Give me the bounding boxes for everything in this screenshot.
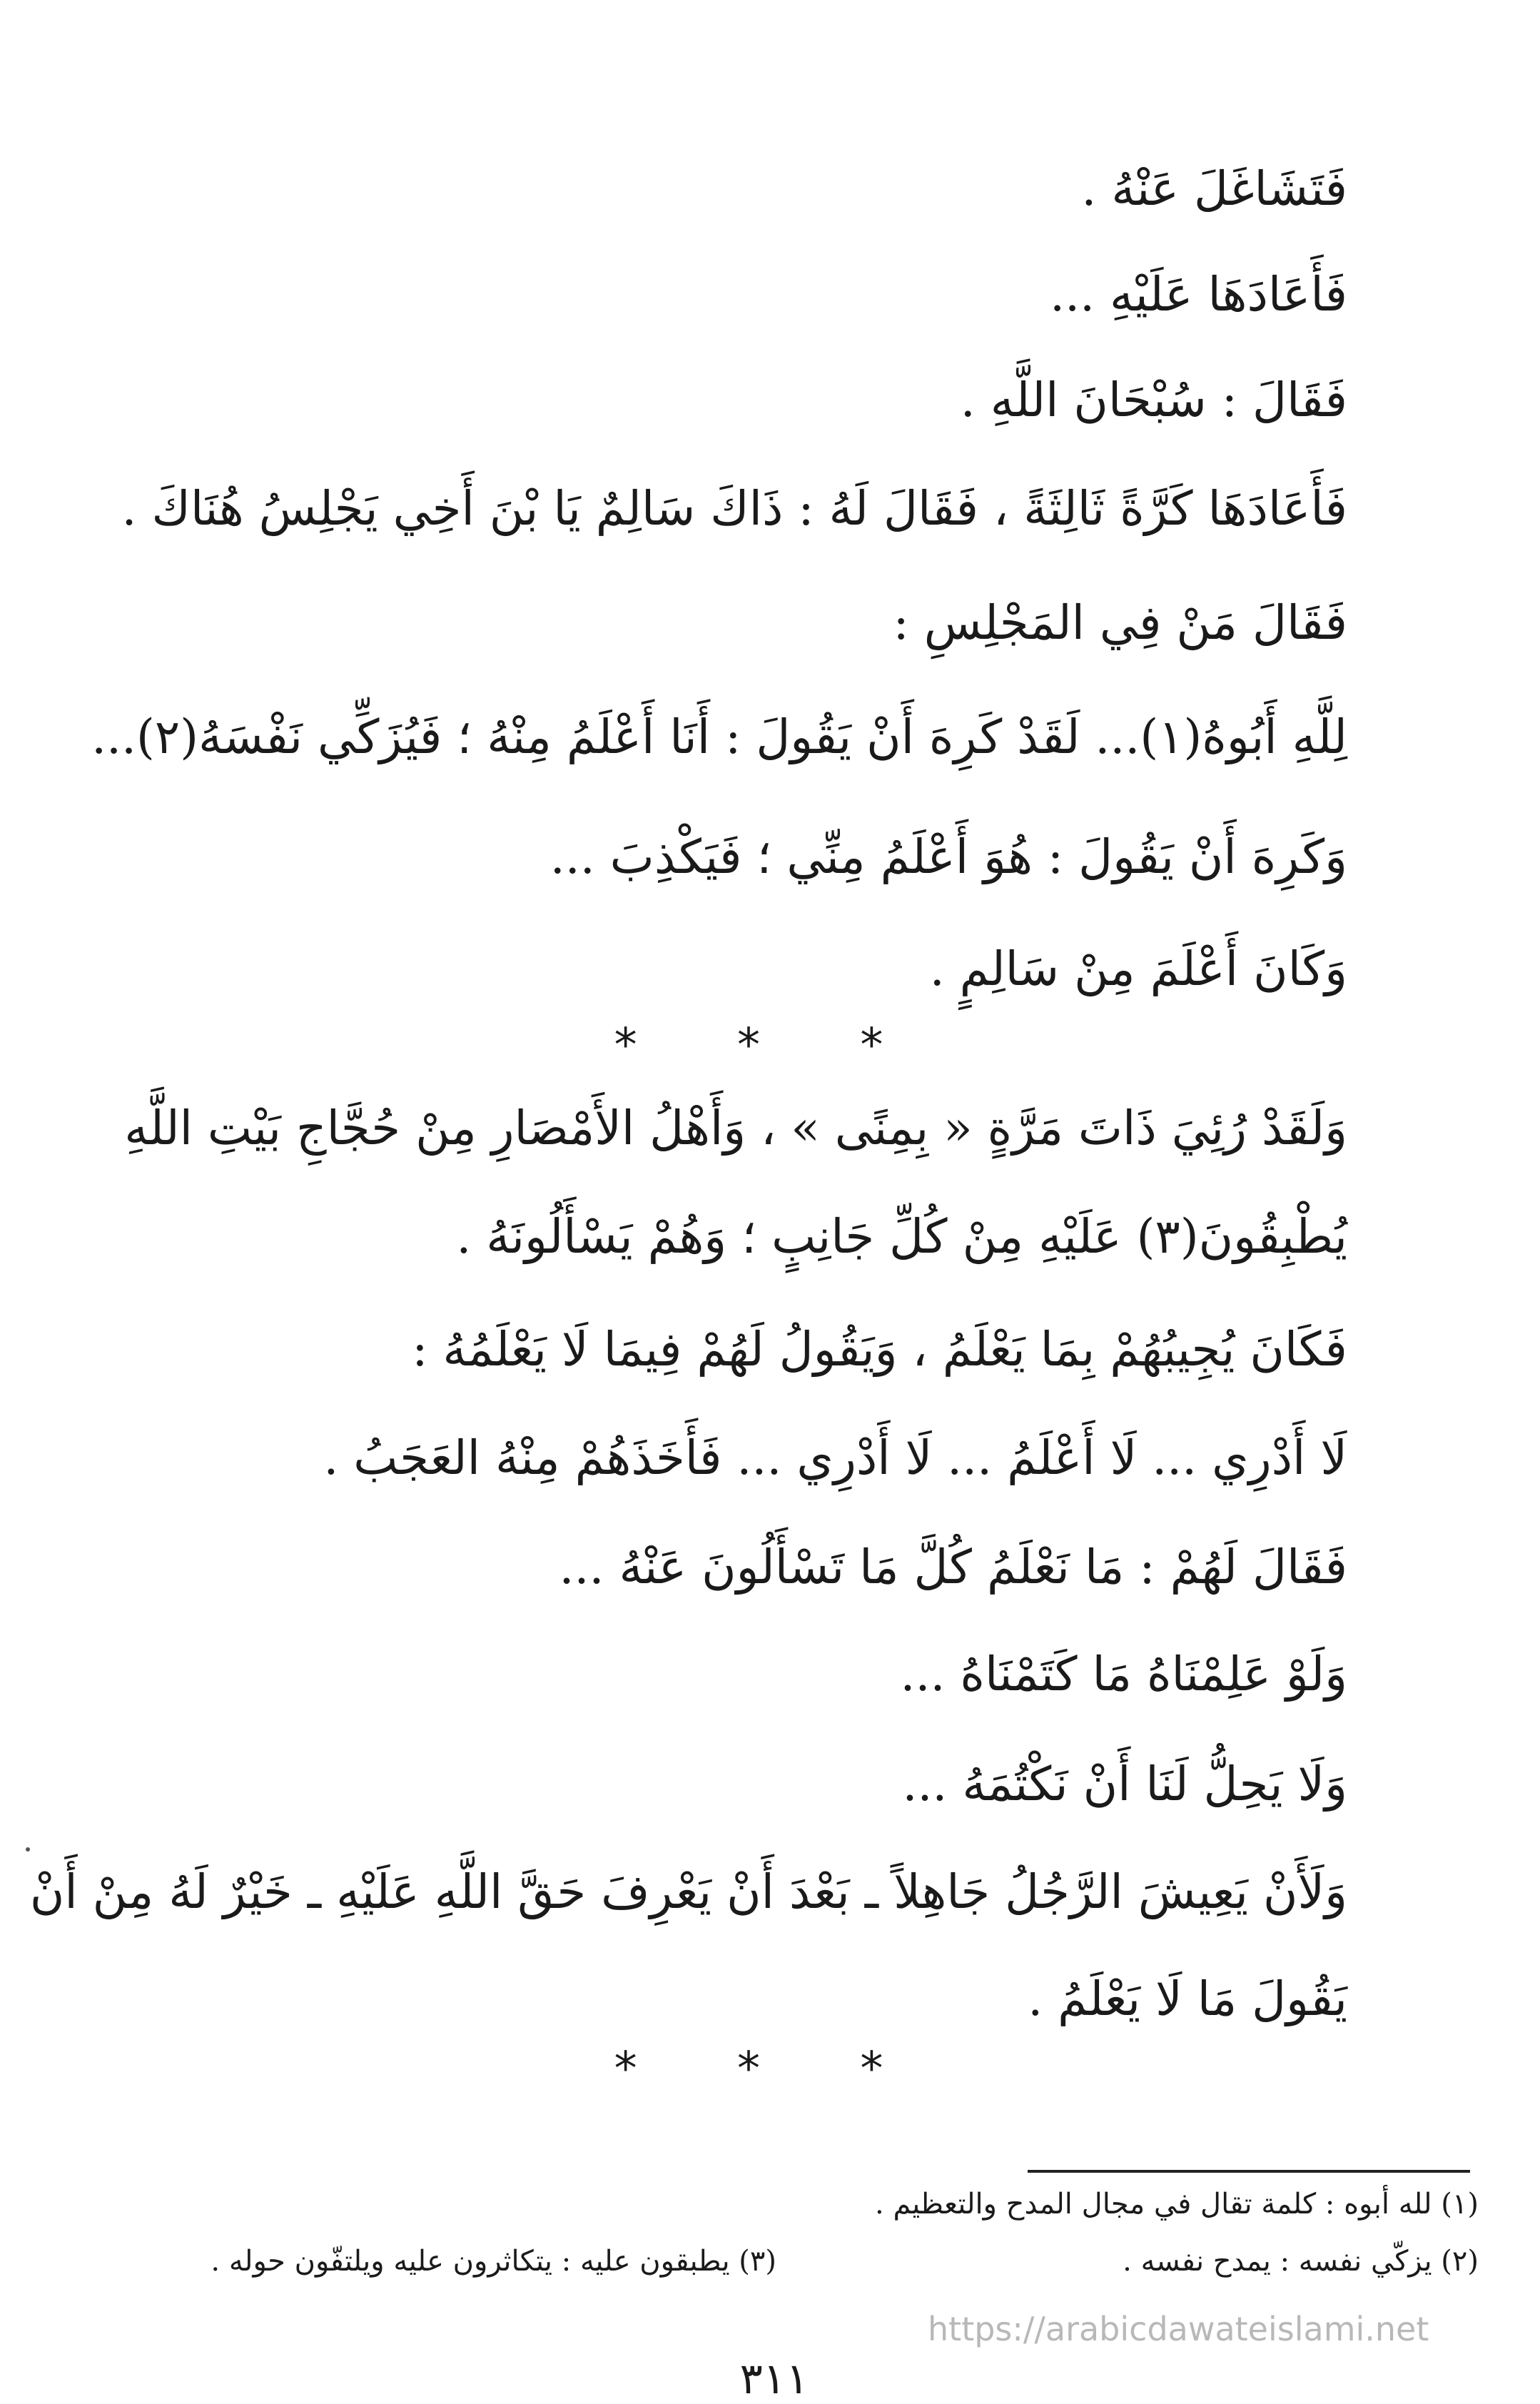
- watermark-url: https://arabicdawateislami.net: [928, 2310, 1429, 2348]
- text-line-10: يُطْبِقُونَ(٣) عَلَيْهِ مِنْ كُلِّ جَانِبٍ ؛ وَهُمْ يَسْأَلُونَهُ .: [456, 1209, 1347, 1264]
- text-line-1: فَتَشَاغَلَ عَنْهُ .: [1081, 161, 1347, 216]
- text-line-11: فَكَانَ يُجِيبُهُمْ بِمَا يَعْلَمُ ، وَيَقُولُ لَهُمْ فِيمَا لَا يَعْلَمُهُ :: [412, 1322, 1347, 1377]
- footnote-1: (١) لله أبوه : كلمة تقال في مجال المدح والتعظيم .: [875, 2188, 1479, 2221]
- footnote-divider: [1028, 2170, 1470, 2173]
- text-line-13: فَقَالَ لَهُمْ : مَا نَعْلَمُ كُلَّ مَا تَسْأَلُونَ عَنْهُ ...: [559, 1540, 1347, 1595]
- text-line-15: وَلَا يَحِلُّ لَنَا أَنْ نَكْتُمَهُ ...: [902, 1757, 1347, 1812]
- text-line-7: وَكَرِهَ أَنْ يَقُولَ : هُوَ أَعْلَمُ مِنِّي ؛ فَيَكْذِبَ ...: [549, 829, 1347, 884]
- text-line-12: لَا أَدْرِي ... لَا أَعْلَمُ ... لَا أَدْرِي ... فَأَخَذَهُمْ مِنْهُ العَجَبُ .: [323, 1430, 1347, 1485]
- text-line-5: فَقَالَ مَنْ فِي المَجْلِسِ :: [893, 595, 1347, 650]
- text-line-2: فَأَعَادَهَا عَلَيْهِ ...: [1050, 267, 1347, 322]
- text-line-17: يَقُولَ مَا لَا يَعْلَمُ .: [1028, 1971, 1347, 2026]
- text-line-3: فَقَالَ : سُبْحَانَ اللَّهِ .: [960, 373, 1347, 428]
- text-line-6: لِلَّهِ أَبُوهُ(١)... لَقَدْ كَرِهَ أَنْ يَقُولَ : أَنَا أَعْلَمُ مِنْهُ ؛ فَيُزَكِّي نَفْسَهُ(٢)...: [91, 709, 1347, 764]
- scan-speck: [26, 1847, 30, 1852]
- section-separator-1: * * *: [614, 1019, 926, 1072]
- text-line-16: وَلَأَنْ يَعِيشَ الرَّجُلُ جَاهِلاً ـ بَعْدَ أَنْ يَعْرِفَ حَقَّ اللَّهِ عَلَيْهِ ـ خَيْرٌ لَهُ مِنْ أَنْ: [29, 1864, 1347, 1919]
- footnote-2: (٢) يزكّي نفسه : يمدح نفسه .: [1123, 2245, 1479, 2278]
- text-line-4: فَأَعَادَهَا كَرَّةً ثَالِثَةً ، فَقَالَ لَهُ : ذَاكَ سَالِمٌ يَا بْنَ أَخِي يَجْلِسُ هُنَاكَ .: [121, 481, 1347, 536]
- text-line-9: وَلَقَدْ رُئِيَ ذَاتَ مَرَّةٍ « بِمِنًى » ، وَأَهْلُ الأَمْصَارِ مِنْ حُجَّاجِ بَيْتِ اللَّهِ: [124, 1101, 1347, 1156]
- footnote-3: (٣) يطبقون عليه : يتكاثرون عليه ويلتفّون حوله .: [211, 2245, 776, 2278]
- section-separator-2: * * *: [614, 2043, 926, 2096]
- text-line-8: وَكَانَ أَعْلَمَ مِنْ سَالِمٍ .: [929, 941, 1347, 996]
- text-line-14: وَلَوْ عَلِمْنَاهُ مَا كَتَمْنَاهُ ...: [900, 1647, 1347, 1702]
- page-number: ٣١١: [739, 2354, 809, 2404]
